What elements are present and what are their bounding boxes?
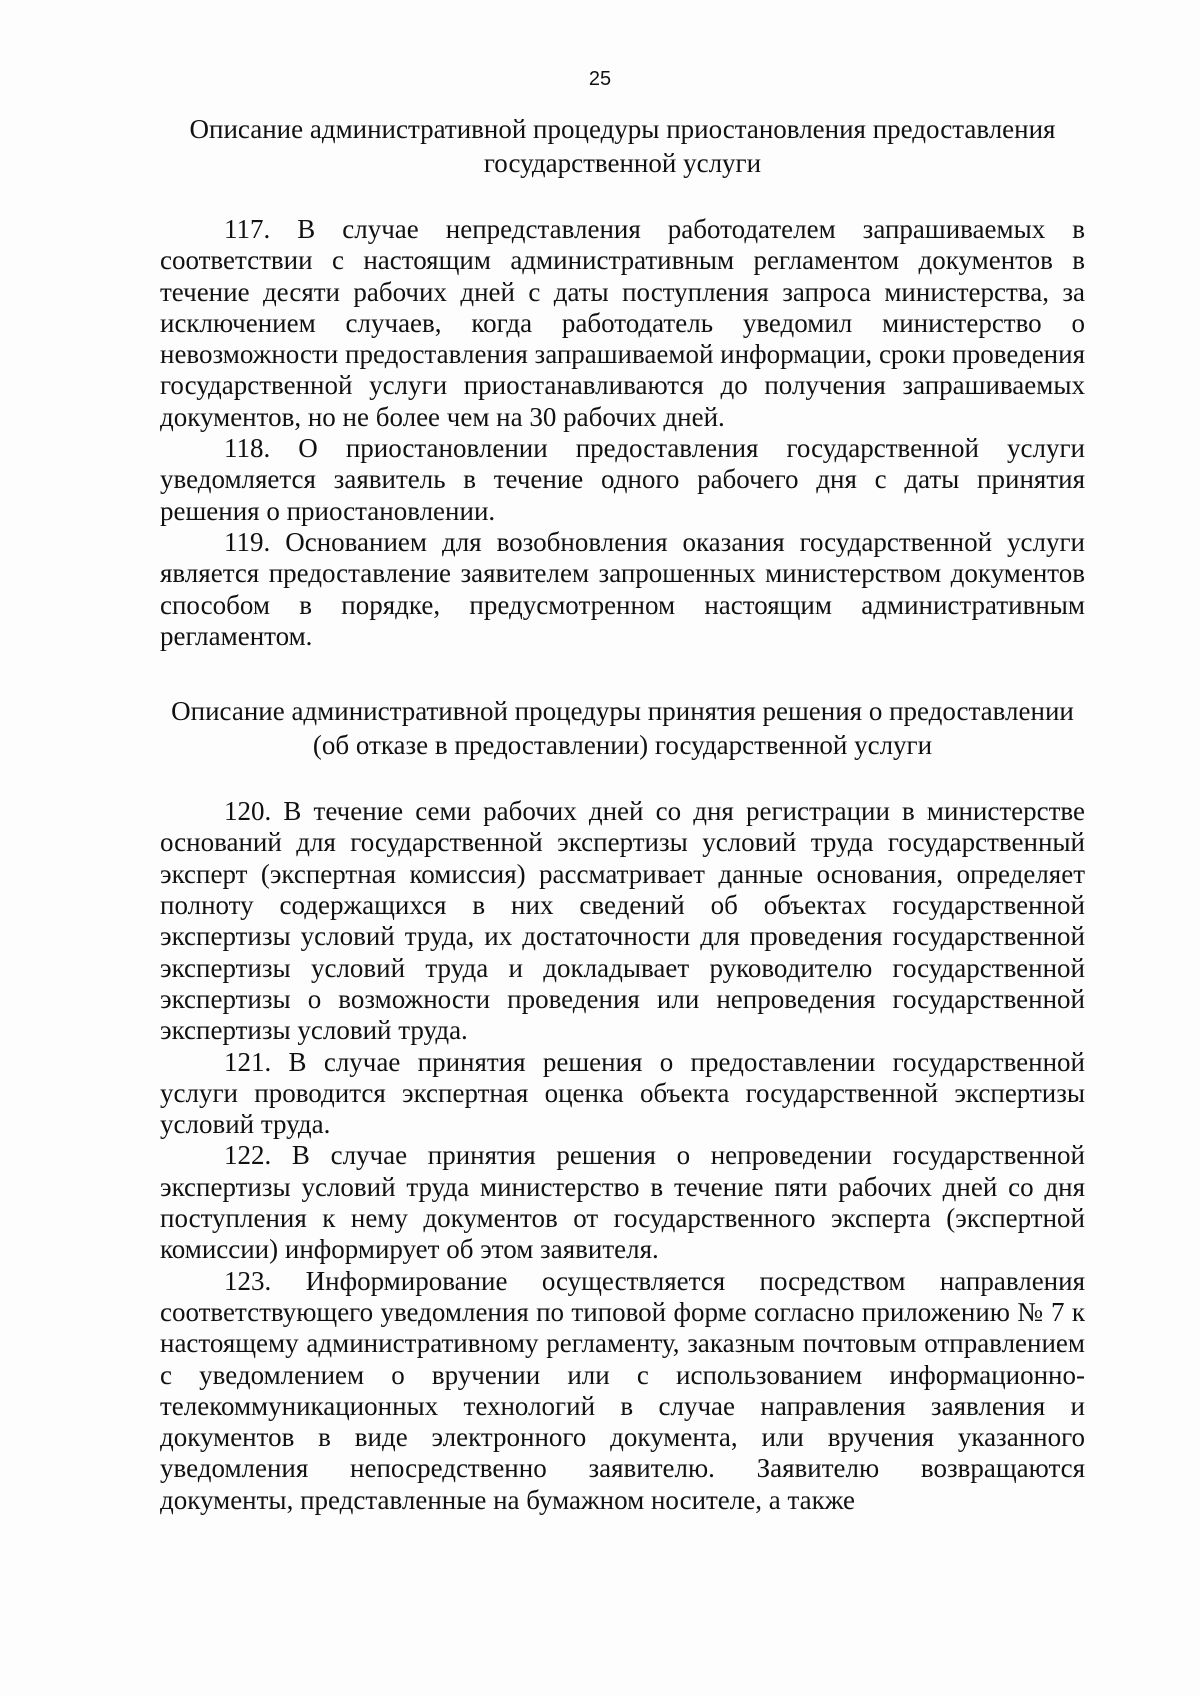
- section-heading-decision: Описание административной процедуры принятия решения о предоставлении (об отказе в предоставлении) государственной услуги: [171, 696, 1074, 761]
- section-heading-suspension: Описание административной процедуры приостановления предоставления государственной услуги: [189, 114, 1056, 178]
- paragraph-117: 117. В случае непредставления работодателем запрашиваемых в соответствии с настоящим административным регламентом документов в течение десяти рабочих дней с даты поступления запроса министерства, за исключением случаев, когда работодатель уведомил министерство о невозможности предоставления запрашиваемой информации, сроки проведения государственной услуги приостанавливаются до получения запрашиваемых документов, но не более чем на 30 рабочих дней.: [160, 214, 1085, 432]
- paragraph-119: 119. Основанием для возобновления оказания государственной услуги является предоставление заявителем запрошенных министерством документов способом в порядке, предусмотренном настоящим административным регламентом.: [160, 526, 1085, 651]
- page-number: 25: [588, 68, 612, 90]
- paragraph-122: 122. В случае принятия решения о непроведении государственной экспертизы условий труда министерство в течение пяти рабочих дней со дня поступления к нему документов от государственного эксперта (экспертной комиссии) информирует об этом заявителя.: [160, 1140, 1085, 1265]
- paragraph-121: 121. В случае принятия решения о предоставлении государственной услуги проводится экспертная оценка объекта государственной экспертизы условий труда.: [160, 1046, 1085, 1140]
- document-body: [160, 112, 1085, 1516]
- section-decision: [160, 796, 1085, 1516]
- section-suspension: [160, 214, 1085, 652]
- paragraph-123: 123. Информирование осуществляется посредством направления соответствующего уведомления по типовой форме согласно приложению № 7 к настоящему административному регламенту, заказным почтовым отправлением с уведомлением о вручении или с использованием информационно-телекоммуникационных технологий в случае направления заявления и документов в виде электронного документа, или вручения указанного уведомления непосредственно заявителю. Заявителю возвращаются документы, представленные на бумажном носителе, а также: [160, 1265, 1085, 1515]
- paragraph-120: 120. В течение семи рабочих дней со дня регистрации в министерстве оснований для государственной экспертизы условий труда государственный эксперт (экспертная комиссия) рассматривает данные основания, определяет полноту содержащихся в них сведений об объектах государственной экспертизы условий труда, их достаточности для проведения государственной экспертизы условий труда и докладывает руководителю государственной экспертизы о возможности проведения или непроведения государственной экспертизы условий труда.: [160, 796, 1085, 1046]
- paragraph-118: 118. О приостановлении предоставления государственной услуги уведомляется заявитель в течение одного рабочего дня с даты принятия решения о приостановлении.: [160, 433, 1085, 526]
